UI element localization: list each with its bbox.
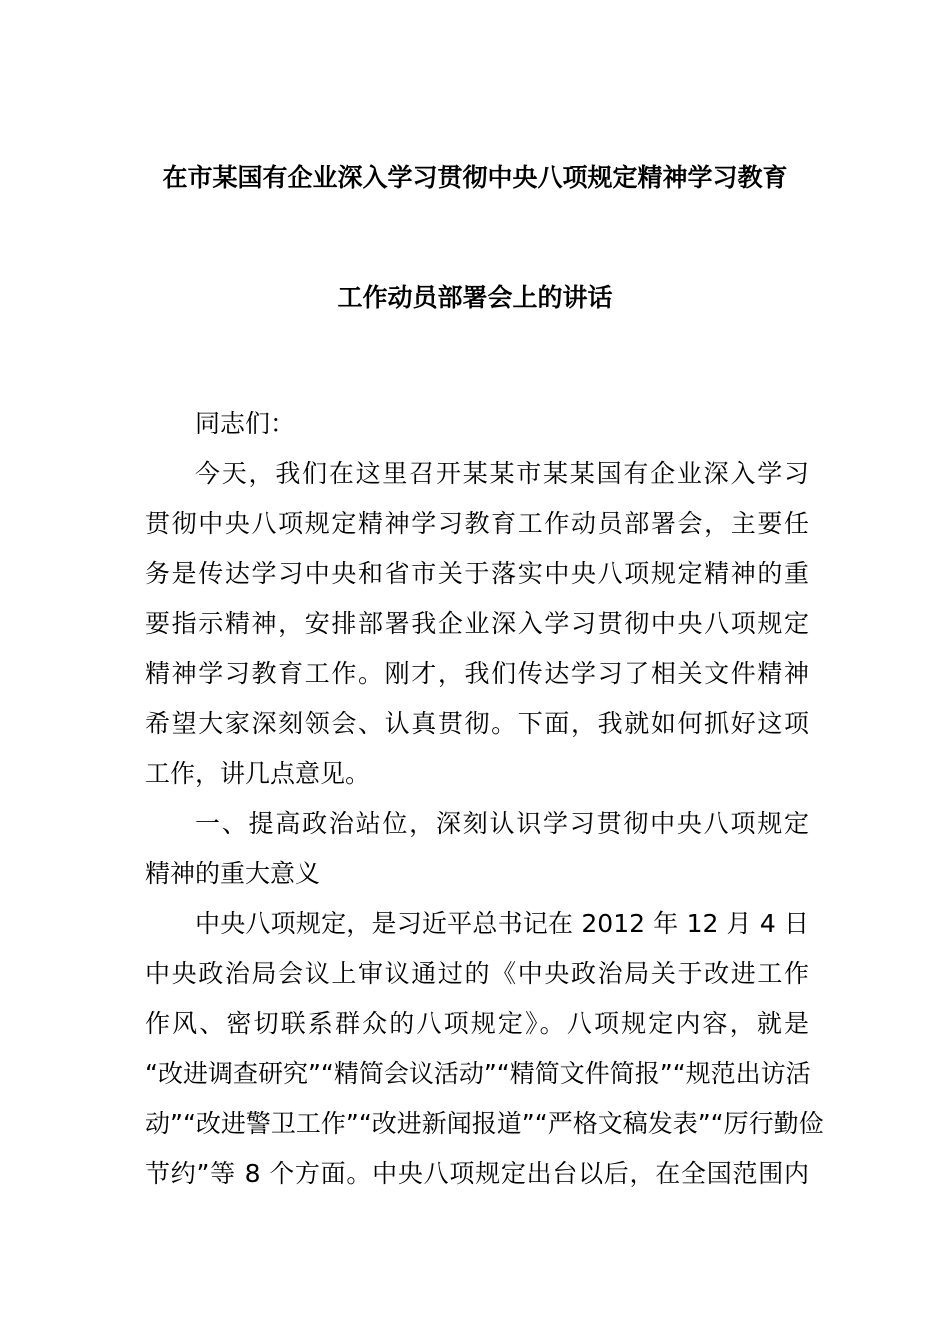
paragraph-line: 节约”等 8 个方面。中央八项规定出台以后，在全国范围内	[145, 1159, 809, 1188]
section-heading-line: 精神的重大意义	[145, 859, 321, 888]
paragraph-line: 精神学习教育工作。刚才，我们传达学习了相关文件精神	[145, 659, 809, 688]
paragraph-line: 要指示精神，安排部署我企业深入学习贯彻中央八项规定	[145, 609, 809, 638]
paragraph-line: 贯彻中央八项规定精神学习教育工作动员部署会，主要任	[145, 509, 809, 538]
paragraph-line: 今天，我们在这里召开某某市某某国有企业深入学习	[195, 459, 809, 488]
paragraph-line: 中央政治局会议上审议通过的《中央政治局关于改进工作	[145, 959, 809, 988]
paragraph-line: 务是传达学习中央和省市关于落实中央八项规定精神的重	[145, 559, 809, 588]
document-title-line-1: 在市某国有企业深入学习贯彻中央八项规定精神学习教育	[162, 163, 788, 192]
document-title-line-2: 工作动员部署会上的讲话	[337, 283, 613, 312]
paragraph-line: 中央八项规定，是习近平总书记在 2012 年 12 月 4 日	[195, 909, 809, 938]
salutation: 同志们：	[195, 409, 296, 438]
paragraph-line: “改进调查研究”“精简会议活动”“精简文件简报”“规范出访活	[145, 1059, 811, 1088]
paragraph-line: 作风、密切联系群众的八项规定》。八项规定内容，就是	[145, 1009, 809, 1038]
paragraph-line: 动”“改进警卫工作”“改进新闻报道”“严格文稿发表”“厉行勤俭	[145, 1109, 824, 1138]
paragraph-line: 希望大家深刻领会、认真贯彻。下面，我就如何抓好这项	[145, 709, 809, 738]
document-body	[145, 404, 824, 1204]
section-heading-line: 一、提高政治站位，深刻认识学习贯彻中央八项规定	[195, 809, 809, 838]
paragraph-line: 工作，讲几点意见。	[145, 759, 371, 788]
